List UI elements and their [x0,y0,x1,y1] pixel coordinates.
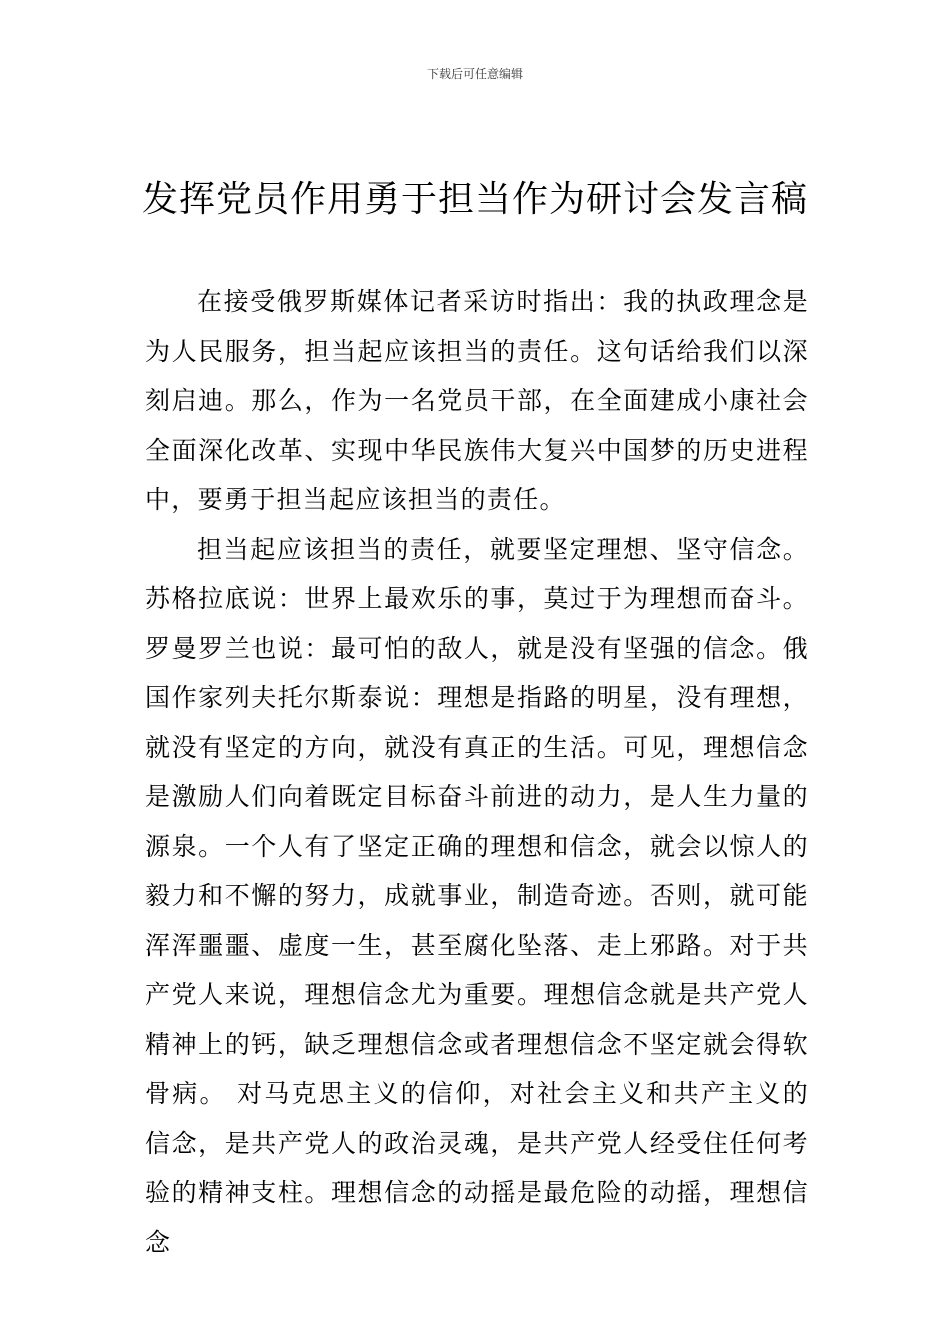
body-paragraph: 担当起应该担当的责任，就要坚定理想、坚守信念。苏格拉底说：世界上最欢乐的事，莫过于为理想而奋斗。罗曼罗兰也说：最可怕的敌人，就是没有坚强的信念。俄国作家列夫托尔斯泰说：理想是指路的明星，没有理想，就没有坚定的方向，就没有真正的生活。可见，理想信念是激励人们向着既定目标奋斗前进的动力，是人生力量的源泉。一个人有了坚定正确的理想和信念，就会以惊人的毅力和不懈的努力，成就事业，制造奇迹。否则，就可能浑浑噩噩、虚度一生，甚至腐化坠落、走上邪路。对于共产党人来说，理想信念尤为重要。理想信念就是共产党人精神上的钙，缺乏理想信念或者理想信念不坚定就会得软骨病。 对马克思主义的信仰，对社会主义和共产主义的信念，是共产党人的政治灵魂，是共产党人经受住任何考验的精神支柱。理想信念的动摇是最危险的动摇，理想信念 [145,534,809,1257]
body-paragraph: 在接受俄罗斯媒体记者采访时指出：我的执政理念是为人民服务，担当起应该担当的责任。这句话给我们以深刻启迪。那么，作为一名党员干部，在全面建成小康社会全面深化改革、实现中华民族伟大复兴中国梦的历史进程中，要勇于担当起应该担当的责任。 [145,287,809,514]
document-title: 发挥党员作用勇于担当作为研讨会发言稿 [141,179,808,220]
document-body [145,277,809,1267]
header-note: 下载后可任意编辑 [426,67,523,81]
